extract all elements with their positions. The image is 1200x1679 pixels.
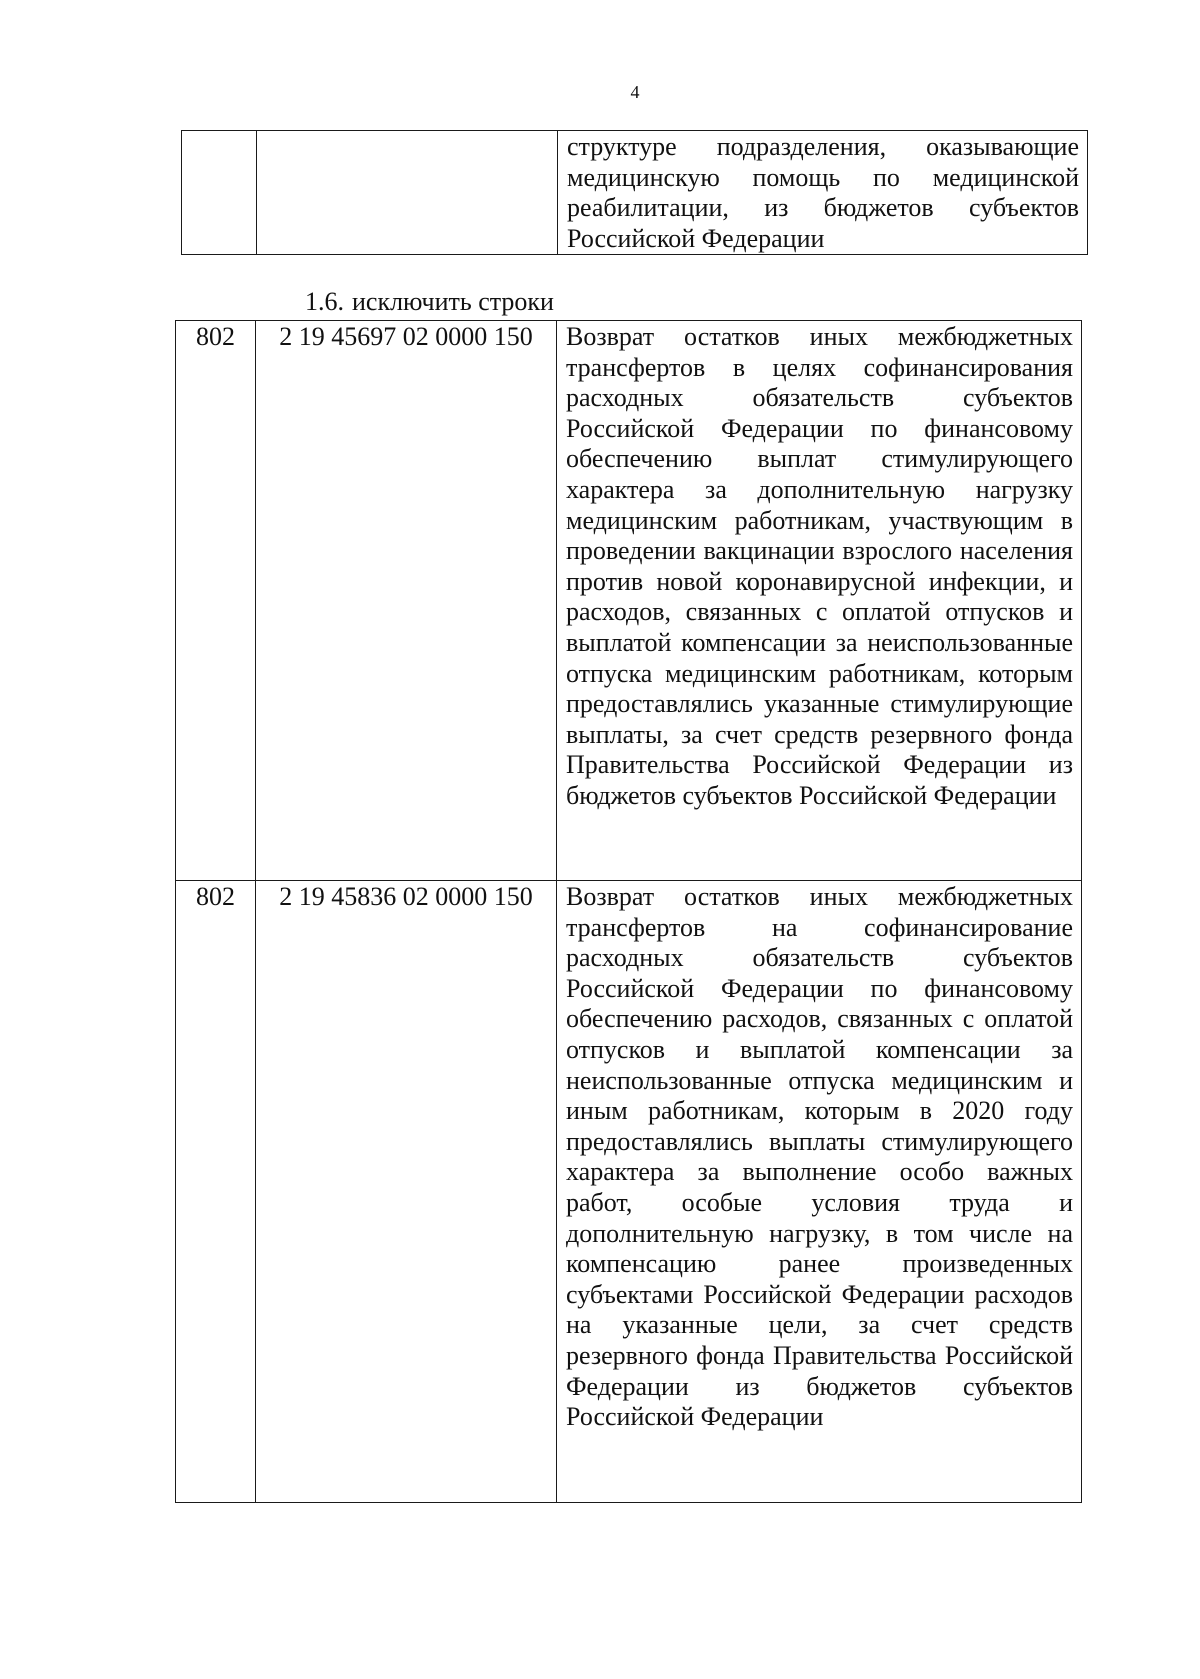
table-cell-code: 802 (176, 881, 256, 1503)
page-number: 4 (630, 82, 640, 102)
table-row (182, 131, 1088, 255)
table-cell-kbk: 2 19 45836 02 0000 150 (256, 881, 557, 1503)
excluded-rows-table (175, 320, 1082, 1503)
table-cell-description: Возврат остатков иных межбюджетных трансфертов на софинансирование расходных обязательств субъектов Российской Федерации по финансовому обеспечению расходов, связанных с оплатой отпусков и выплатой компенсации за неиспользованные отпуска медицинским и иным работникам, которым в 2020 году предоставлялись выплаты стимулирующего характера за выполнение особо важных работ, особые условия труда и дополнительную нагрузку, в том числе на компенсацию ранее произведенных субъектами Российской Федерации расходов на указанные цели, за счет средств резервного фонда Правительства Российской Федерации из бюджетов субъектов Российской Федерации (557, 881, 1082, 1503)
table-cell-code: 802 (176, 321, 256, 881)
table-cell-kbk: 2 19 45697 02 0000 150 (256, 321, 557, 881)
table-row (176, 321, 1082, 881)
continuation-table (181, 130, 1088, 255)
table-row (176, 881, 1082, 1503)
table-cell-code (182, 131, 257, 255)
table-cell-kbk (257, 131, 558, 255)
section-heading (305, 287, 554, 317)
table-cell-description: структуре подразделения, оказывающие медицинскую помощь по медицинской реабилитации, из бюджетов субъектов Российской Федерации (558, 131, 1088, 255)
section-text: исключить строки (352, 287, 554, 316)
section-number: 1.6. (305, 287, 344, 316)
table-cell-description: Возврат остатков иных межбюджетных трансфертов в целях софинансирования расходных обязательств субъектов Российской Федерации по финансовому обеспечению выплат стимулирующего характера за дополнительную нагрузку медицинским работникам, участвующим в проведении вакцинации взрослого населения против новой коронавирусной инфекции, и расходов, связанных с оплатой отпусков и выплатой компенсации за неиспользованные отпуска медицинским работникам, которым предоставлялись указанные стимулирующие выплаты, за счет средств резервного фонда Правительства Российской Федерации из бюджетов субъектов Российской Федерации (557, 321, 1082, 881)
